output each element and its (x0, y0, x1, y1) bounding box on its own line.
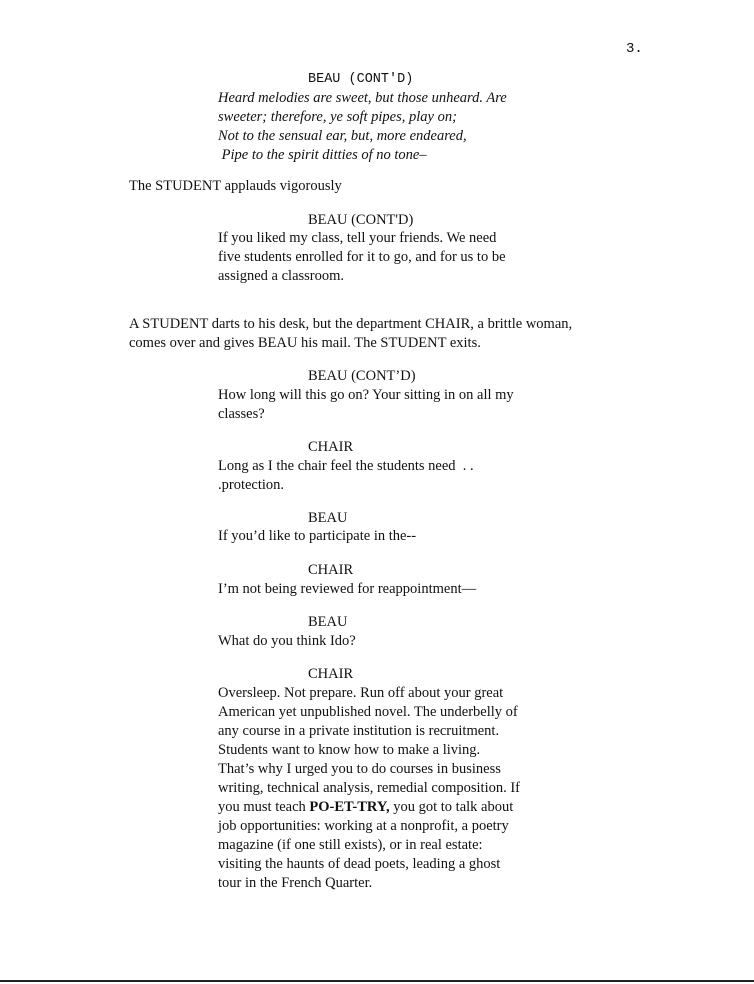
dialogue-line: What do you think Ido? (218, 633, 356, 649)
dialogue-beau-what-do-you-think (218, 632, 548, 651)
dialogue-line: magazine (if one still exists), or in real estate: (218, 837, 483, 853)
character-cue-chair: CHAIR (308, 562, 354, 578)
dialogue-beau-class (218, 229, 548, 286)
dialogue-line: If you’d like to participate in the-- (218, 528, 417, 544)
dialogue-chair-reappointment (218, 580, 548, 599)
dialogue-line: Pipe to the spirit ditties of no tone– (218, 147, 427, 163)
dialogue-line: How long will this go on? Your sitting in on all my (218, 387, 514, 403)
dialogue-line (218, 798, 548, 817)
action-line: The STUDENT applauds vigorously (129, 178, 342, 194)
character-cue-chair: CHAIR (308, 439, 354, 455)
emphasis-poetry: PO-ET-TRY, (309, 799, 390, 815)
dialogue-line: If you liked my class, tell your friends. We need (218, 230, 497, 246)
dialogue-beau-how-long (218, 386, 548, 424)
action-line: comes over and gives BEAU his mail. The STUDENT exits. (129, 335, 481, 351)
action-student-applauds (129, 177, 619, 196)
dialogue-line: Not to the sensual ear, but, more endeared, (218, 128, 467, 144)
character-cue-beau-contd: BEAU (CONT'D) (308, 72, 414, 87)
dialogue-chair-oversleep (218, 684, 548, 893)
dialogue-beau-participate (218, 527, 548, 546)
dialogue-poem (218, 89, 548, 165)
dialogue-line: Long as I the chair feel the students need . . (218, 458, 474, 474)
dialogue-line: job opportunities: working at a nonprofit, a poetry (218, 818, 509, 834)
character-cue-beau-contd: BEAU (CONT’D) (308, 368, 416, 384)
dialogue-line: any course in a private institution is recruitment. (218, 723, 500, 739)
dialogue-line: American yet unpublished novel. The underbelly of (218, 704, 518, 720)
dialogue-line: writing, technical analysis, remedial composition. If (218, 780, 521, 796)
dialogue-line: assigned a classroom. (218, 268, 345, 284)
dialogue-line: classes? (218, 406, 265, 422)
dialogue-line: visiting the haunts of dead poets, leading a ghost (218, 856, 501, 872)
action-line: A STUDENT darts to his desk, but the department CHAIR, a brittle woman, (129, 316, 573, 332)
dialogue-fragment: you got to talk about (389, 799, 514, 815)
character-cue-beau: BEAU (308, 614, 348, 630)
dialogue-line: Heard melodies are sweet, but those unheard. Are (218, 90, 507, 106)
page-bottom-rule (0, 980, 754, 982)
character-cue-chair: CHAIR (308, 666, 354, 682)
dialogue-line: Students want to know how to make a living. (218, 742, 481, 758)
dialogue-line: .protection. (218, 477, 285, 493)
dialogue-line: sweeter; therefore, ye soft pipes, play on; (218, 109, 457, 125)
dialogue-line: tour in the French Quarter. (218, 875, 373, 891)
dialogue-line: I’m not being reviewed for reappointment— (218, 581, 477, 597)
dialogue-line: Oversleep. Not prepare. Run off about your great (218, 685, 504, 701)
character-cue-beau: BEAU (308, 510, 348, 526)
dialogue-line: five students enrolled for it to go, and for us to be (218, 249, 506, 265)
page-number: 3. (626, 41, 643, 57)
dialogue-line: That’s why I urged you to do courses in business (218, 761, 501, 777)
dialogue-chair-protection (218, 457, 548, 495)
dialogue-fragment: you must teach (218, 799, 310, 815)
character-cue-beau-contd: BEAU (CONT'D) (308, 212, 414, 228)
action-student-darts (129, 315, 619, 353)
